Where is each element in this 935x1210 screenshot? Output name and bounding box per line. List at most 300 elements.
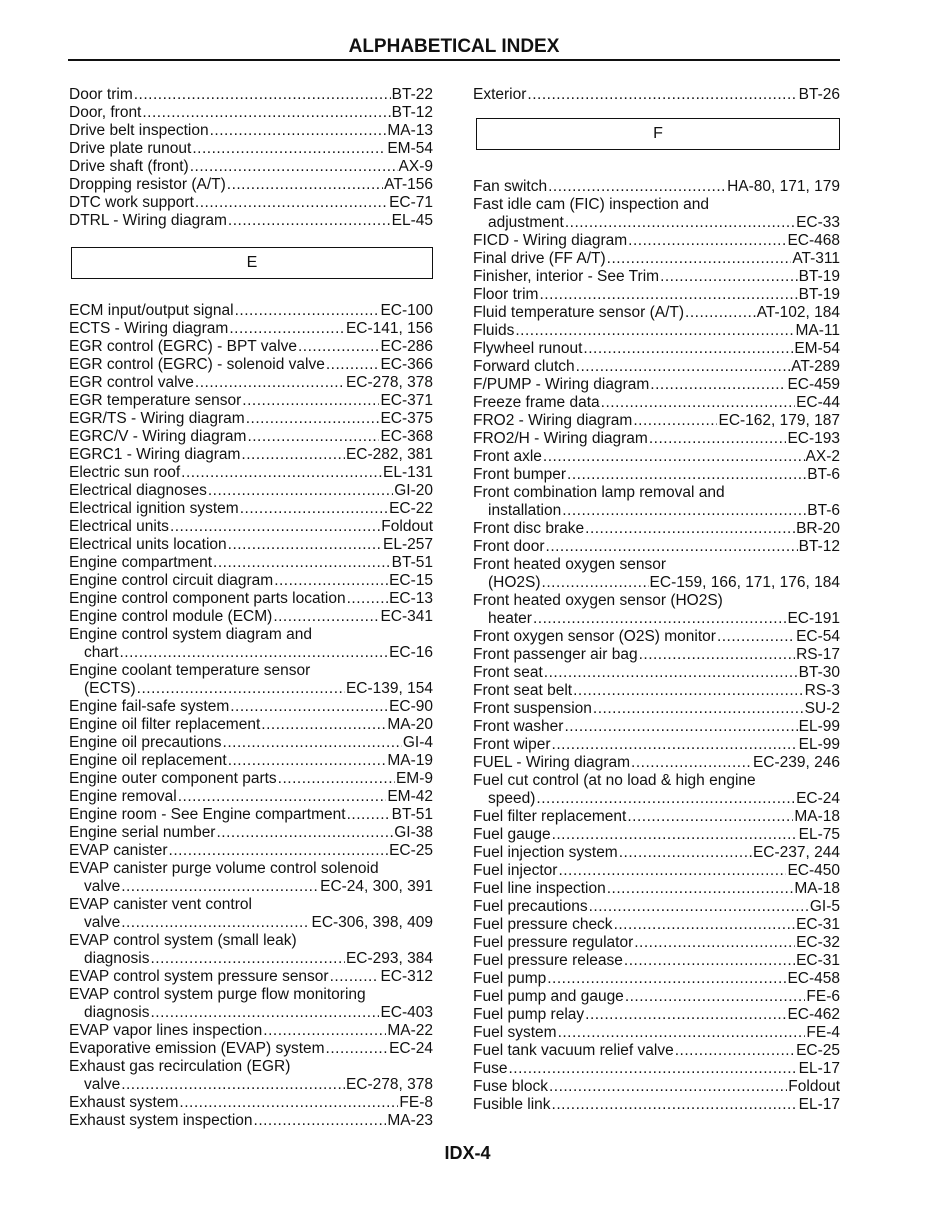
dot-leader (624, 952, 795, 970)
entry-term: Front axle (473, 448, 542, 465)
entry-page-ref: EC-458 (787, 970, 840, 987)
dot-leader (151, 1004, 380, 1022)
index-entry (473, 232, 840, 250)
dot-leader (631, 754, 752, 772)
dot-leader (607, 880, 794, 898)
index-entry (473, 484, 840, 520)
entry-page-ref: EC-44 (796, 394, 840, 411)
index-entry (473, 1024, 840, 1042)
entry-page-ref: BT-26 (798, 86, 840, 103)
entry-page-ref: EC-368 (380, 428, 433, 445)
entry-term: Drive belt inspection (69, 122, 209, 139)
entry-term: Fuse block (473, 1078, 548, 1095)
index-entry (473, 826, 840, 844)
entry-page-ref: EC-90 (389, 698, 433, 715)
entry-term-continuation: valve (84, 1076, 121, 1093)
entry-term: EVAP canister vent control (69, 896, 252, 913)
entry-term: Front seat (473, 664, 543, 681)
index-entry (473, 178, 840, 196)
title-rule (68, 59, 840, 61)
index-entry (473, 1060, 840, 1078)
entry-page-ref: EC-282, 381 (345, 446, 433, 463)
index-entry (473, 1096, 840, 1114)
index-entry (473, 754, 840, 772)
entry-term: Electrical units (69, 518, 169, 535)
entry-term: FICD - Wiring diagram (473, 232, 628, 249)
entry-page-ref: BT-6 (807, 466, 840, 483)
dot-leader (633, 412, 717, 430)
entry-page-ref: FE-4 (806, 1024, 840, 1041)
entry-page-ref: EC-141, 156 (345, 320, 433, 337)
entry-page-ref: EL-257 (383, 536, 433, 553)
dot-leader (533, 610, 786, 628)
entry-term: F/PUMP - Wiring diagram (473, 376, 650, 393)
entry-term-continuation: speed) (488, 790, 536, 807)
entry-term: Engine room - See Engine compartment (69, 806, 346, 823)
entry-term: Fuel line inspection (473, 880, 606, 897)
dot-leader (527, 86, 797, 104)
entry-term: EGR control valve (69, 374, 194, 391)
entry-term: ECTS - Wiring diagram (69, 320, 229, 337)
index-entry (69, 608, 433, 626)
entry-page-ref: EC-371 (380, 392, 433, 409)
entry-page-ref: EC-25 (389, 842, 433, 859)
dot-leader (235, 302, 380, 320)
index-entry (473, 1006, 840, 1024)
index-entry (473, 862, 840, 880)
entry-term: Front washer (473, 718, 564, 735)
index-entry (69, 770, 433, 788)
entry-term-continuation: installation (488, 502, 562, 519)
dot-leader (558, 1024, 806, 1042)
entry-page-ref: GI-5 (809, 898, 840, 915)
entry-page-ref: EC-459 (787, 376, 840, 393)
dot-leader (228, 212, 391, 230)
entry-term: Fuel filter replacement (473, 808, 627, 825)
dot-leader (650, 376, 786, 394)
dot-leader (179, 1094, 398, 1112)
index-entry (473, 970, 840, 988)
entry-page-ref: EC-293, 384 (345, 950, 433, 967)
index-entry (69, 374, 433, 392)
page-title: ALPHABETICAL INDEX (348, 36, 560, 57)
index-entry (69, 554, 433, 572)
index-entry (473, 628, 840, 646)
index-entry (69, 212, 433, 230)
entry-page-ref: AT-156 (384, 176, 433, 193)
index-entry (69, 140, 433, 158)
entry-page-ref: EC-341 (380, 608, 433, 625)
entry-term: Electrical ignition system (69, 500, 239, 517)
dot-leader (548, 178, 726, 196)
entry-term: Dropping resistor (A/T) (69, 176, 226, 193)
entry-page-ref: EC-375 (380, 410, 433, 427)
dot-leader (121, 1076, 345, 1094)
entry-term-continuation: adjustment (488, 214, 564, 231)
dot-leader (627, 808, 793, 826)
dot-leader (228, 536, 382, 554)
dot-leader (261, 716, 386, 734)
entry-term: Floor trim (473, 286, 539, 303)
entry-page-ref: EM-54 (794, 340, 840, 357)
index-entry (473, 772, 840, 808)
entry-term: Engine serial number (69, 824, 216, 841)
dot-leader (263, 1022, 386, 1040)
entry-page-ref: Foldout (381, 518, 433, 535)
index-entry (473, 898, 840, 916)
entry-page-ref: EC-462 (787, 1006, 840, 1023)
entry-term: EVAP control system (small leak) (69, 932, 297, 949)
dot-leader (240, 500, 388, 518)
dot-leader (241, 446, 345, 464)
index-entry (69, 986, 433, 1022)
dot-leader (619, 844, 752, 862)
entry-page-ref: RS-17 (796, 646, 840, 663)
entry-term: Engine oil filter replacement (69, 716, 261, 733)
index-entry (473, 718, 840, 736)
entry-page-ref: EM-54 (387, 140, 433, 157)
index-entry (69, 410, 433, 428)
index-entry (69, 734, 433, 752)
entry-term: FUEL - Wiring diagram (473, 754, 631, 771)
index-entry (69, 626, 433, 662)
dot-leader (228, 752, 387, 770)
entry-page-ref: EC-237, 244 (752, 844, 840, 861)
entry-page-ref: BT-30 (798, 664, 840, 681)
entry-term: Front combination lamp removal and (473, 484, 725, 501)
dot-leader (573, 682, 804, 700)
entry-term: Exterior (473, 86, 527, 103)
dot-leader (601, 394, 795, 412)
entry-page-ref: GI-4 (402, 734, 433, 751)
dot-leader (508, 1060, 797, 1078)
entry-page-ref: EC-286 (380, 338, 433, 355)
index-entry (69, 104, 433, 122)
index-entry (69, 1112, 433, 1130)
entry-page-ref: BT-19 (798, 286, 840, 303)
entry-term: Front wiper (473, 736, 551, 753)
entry-term: Fast idle cam (FIC) inspection and (473, 196, 710, 213)
entry-term: Fusible link (473, 1096, 551, 1113)
dot-leader (223, 734, 402, 752)
index-entry (69, 896, 433, 932)
entry-term: Fuel injector (473, 862, 558, 879)
index-entry (69, 1022, 433, 1040)
entry-term: Fuel pressure release (473, 952, 623, 969)
entry-term: Engine coolant temperature sensor (69, 662, 311, 679)
entry-page-ref: EC-31 (796, 916, 840, 933)
dot-leader (137, 680, 345, 698)
dot-leader (181, 464, 382, 482)
dot-leader (558, 862, 786, 880)
dot-leader (614, 916, 796, 934)
dot-leader (543, 448, 805, 466)
entry-page-ref: SU-2 (804, 700, 840, 717)
index-entry (473, 988, 840, 1006)
dot-leader (247, 428, 379, 446)
index-entry (69, 482, 433, 500)
index-entry (69, 752, 433, 770)
entry-page-ref: EC-22 (389, 500, 433, 517)
entry-term-continuation: valve (84, 878, 121, 895)
entry-page-ref: AT-102, 184 (756, 304, 840, 321)
entry-page-ref: MA-20 (387, 716, 433, 733)
entry-page-ref: EC-24 (389, 1040, 433, 1057)
entry-term: EVAP canister (69, 842, 168, 859)
entry-page-ref: EC-13 (389, 590, 433, 607)
entry-term: Front passenger air bag (473, 646, 638, 663)
dot-leader (119, 644, 388, 662)
entry-term: Fuse (473, 1060, 508, 1077)
index-entry (473, 286, 840, 304)
entry-term: EVAP control system pressure sensor (69, 968, 329, 985)
index-column-left (69, 86, 433, 1130)
index-entry (69, 464, 433, 482)
index-entry (473, 1078, 840, 1096)
index-entry (69, 518, 433, 536)
index-entry (473, 412, 840, 430)
entry-term: Engine control module (ECM) (69, 608, 273, 625)
dot-leader (549, 1078, 787, 1096)
entry-term: Front oxygen sensor (O2S) monitor (473, 628, 716, 645)
entry-page-ref: MA-13 (387, 122, 433, 139)
entry-page-ref: EL-45 (391, 212, 433, 229)
entry-term: Drive plate runout (69, 140, 192, 157)
entry-page-ref: BT-22 (391, 86, 433, 103)
entry-page-ref: EC-468 (787, 232, 840, 249)
entry-term-continuation: diagnosis (84, 950, 150, 967)
entry-page-ref: MA-22 (387, 1022, 433, 1039)
index-entry (473, 1042, 840, 1060)
dot-leader (607, 250, 792, 268)
dot-leader (178, 788, 387, 806)
dot-leader (190, 158, 398, 176)
entry-term: Electrical diagnoses (69, 482, 207, 499)
section-letter: F (653, 125, 663, 142)
entry-page-ref: Foldout (788, 1078, 840, 1095)
dot-leader (246, 410, 380, 428)
dot-leader (229, 320, 345, 338)
entry-page-ref: BR-20 (796, 520, 840, 537)
entry-term: Fuel tank vacuum relief valve (473, 1042, 674, 1059)
entry-term-continuation: diagnosis (84, 1004, 150, 1021)
entry-page-ref: AX-9 (398, 158, 433, 175)
index-entry (69, 536, 433, 554)
entry-term: Front heated oxygen sensor (473, 556, 667, 573)
entry-term: Fan switch (473, 178, 548, 195)
entry-page-ref: EC-403 (380, 1004, 433, 1021)
entry-term: Forward clutch (473, 358, 575, 375)
entry-page-ref: BT-12 (391, 104, 433, 121)
entry-page-ref: EC-71 (389, 194, 433, 211)
index-entry (69, 860, 433, 896)
dot-leader (585, 520, 795, 538)
entry-term: Fuel pump (473, 970, 547, 987)
entry-page-ref: HA-80, 171, 179 (727, 178, 840, 195)
index-entry (69, 1040, 433, 1058)
index-entry (473, 394, 840, 412)
index-entry (69, 968, 433, 986)
entry-term: Fuel injection system (473, 844, 618, 861)
entry-page-ref: MA-19 (387, 752, 433, 769)
index-entry (69, 356, 433, 374)
dot-leader (564, 718, 797, 736)
index-entry (69, 824, 433, 842)
dot-leader (539, 286, 797, 304)
entry-page-ref: EL-17 (798, 1096, 840, 1113)
dot-leader (544, 664, 798, 682)
dot-leader (552, 736, 798, 754)
section-letter: E (246, 254, 258, 271)
dot-leader (628, 232, 786, 250)
entry-term: Door, front (69, 104, 142, 121)
dot-leader (227, 176, 383, 194)
index-entry (473, 934, 840, 952)
entry-term: Finisher, interior - See Trim (473, 268, 660, 285)
entry-page-ref: EM-42 (387, 788, 433, 805)
entry-page-ref: EC-239, 246 (752, 754, 840, 771)
entry-page-ref: EC-191 (787, 610, 840, 627)
index-entry (69, 392, 433, 410)
entry-term: Fuel pressure regulator (473, 934, 634, 951)
entry-term: Front door (473, 538, 545, 555)
entry-page-ref: EC-162, 179, 187 (718, 412, 840, 429)
entry-term: EVAP canister purge volume control solenoid (69, 860, 379, 877)
entry-page-ref: EL-131 (383, 464, 433, 481)
dot-leader (593, 700, 804, 718)
entry-term: Fluid temperature sensor (A/T) (473, 304, 685, 321)
entry-page-ref: RS-3 (804, 682, 840, 699)
dot-leader (278, 770, 395, 788)
entry-term: DTRL - Wiring diagram (69, 212, 227, 229)
entry-page-ref: AX-2 (805, 448, 840, 465)
index-entry (473, 86, 840, 104)
dot-leader (567, 466, 806, 484)
entry-term: Engine oil replacement (69, 752, 227, 769)
page-number: IDX-4 (444, 1143, 491, 1163)
entry-page-ref: EC-100 (380, 302, 433, 319)
entry-term: Engine control circuit diagram (69, 572, 274, 589)
dot-leader (169, 842, 389, 860)
dot-leader (134, 86, 391, 104)
entry-page-ref: EL-75 (798, 826, 840, 843)
entry-term-continuation: (HO2S) (488, 574, 541, 591)
entry-term: Front seat belt (473, 682, 573, 699)
index-entry (69, 446, 433, 464)
entry-page-ref: EC-24 (796, 790, 840, 807)
entry-term: Fuel gauge (473, 826, 551, 843)
dot-leader (254, 1112, 387, 1130)
entry-page-ref: EC-25 (796, 1042, 840, 1059)
dot-leader (216, 824, 393, 842)
entry-term: ECM input/output signal (69, 302, 234, 319)
entry-term: EGR temperature sensor (69, 392, 242, 409)
entry-term: EGRC/V - Wiring diagram (69, 428, 247, 445)
index-entry (69, 500, 433, 518)
entry-page-ref: GI-20 (394, 482, 433, 499)
index-entry (69, 428, 433, 446)
entry-term: FRO2 - Wiring diagram (473, 412, 633, 429)
index-entry (69, 932, 433, 968)
entry-term-continuation: valve (84, 914, 121, 931)
entry-page-ref: MA-18 (794, 808, 840, 825)
index-entry (473, 448, 840, 466)
index-column-right (473, 86, 840, 1114)
dot-leader (634, 934, 795, 952)
index-entry (473, 430, 840, 448)
index-entry (69, 698, 433, 716)
index-entry (69, 176, 433, 194)
dot-leader (589, 898, 809, 916)
entry-page-ref: EC-24, 300, 391 (320, 878, 433, 895)
entry-term: Fuel system (473, 1024, 557, 1041)
entry-term: Electrical units location (69, 536, 227, 553)
entry-page-ref: GI-38 (394, 824, 433, 841)
dot-leader (583, 340, 793, 358)
index-entry (69, 1058, 433, 1094)
entry-term: DTC work support (69, 194, 194, 211)
entry-term-continuation: chart (84, 644, 119, 661)
dot-leader (121, 914, 310, 932)
index-entry (473, 358, 840, 376)
index-entry (69, 122, 433, 140)
index-entry (473, 556, 840, 592)
index-entry (69, 842, 433, 860)
entry-page-ref: BT-51 (391, 554, 433, 571)
index-entry (473, 304, 840, 322)
index-entry (69, 590, 433, 608)
dot-leader (213, 554, 391, 572)
entry-term: Engine control system diagram and (69, 626, 312, 643)
dot-leader (585, 1006, 786, 1024)
index-entry (69, 1094, 433, 1112)
entry-page-ref: EM-9 (395, 770, 433, 787)
dot-leader (274, 572, 388, 590)
entry-term: Exhaust system (69, 1094, 179, 1111)
dot-leader (195, 194, 388, 212)
entry-page-ref: EL-99 (798, 736, 840, 753)
entry-term: Engine fail-safe system (69, 698, 230, 715)
dot-leader (326, 1040, 389, 1058)
index-entry (473, 700, 840, 718)
entry-term: Fuel pump relay (473, 1006, 585, 1023)
dot-leader (542, 574, 649, 592)
entry-page-ref: AT-289 (791, 358, 840, 375)
dot-leader (208, 482, 393, 500)
entry-page-ref: EC-54 (796, 628, 840, 645)
entry-page-ref: EC-16 (389, 644, 433, 661)
entry-term: EGR control (EGRC) - solenoid valve (69, 356, 325, 373)
entry-term: Front heated oxygen sensor (HO2S) (473, 592, 723, 609)
entry-term: Fuel pressure check (473, 916, 613, 933)
entry-page-ref: EC-31 (796, 952, 840, 969)
entry-term: Front suspension (473, 700, 592, 717)
entry-page-ref: EC-450 (787, 862, 840, 879)
entry-term-continuation: heater (488, 610, 532, 627)
dot-leader (326, 356, 380, 374)
index-entry (69, 716, 433, 734)
dot-leader (347, 806, 391, 824)
index-entry (473, 322, 840, 340)
index-entry (473, 520, 840, 538)
entry-term: Front disc brake (473, 520, 585, 537)
dot-leader (562, 502, 806, 520)
entry-page-ref: EC-278, 378 (345, 1076, 433, 1093)
dot-leader (639, 646, 795, 664)
entry-term: Fuel precautions (473, 898, 588, 915)
entry-term: EGR control (EGRC) - BPT valve (69, 338, 297, 355)
entry-page-ref: BT-6 (807, 502, 840, 519)
